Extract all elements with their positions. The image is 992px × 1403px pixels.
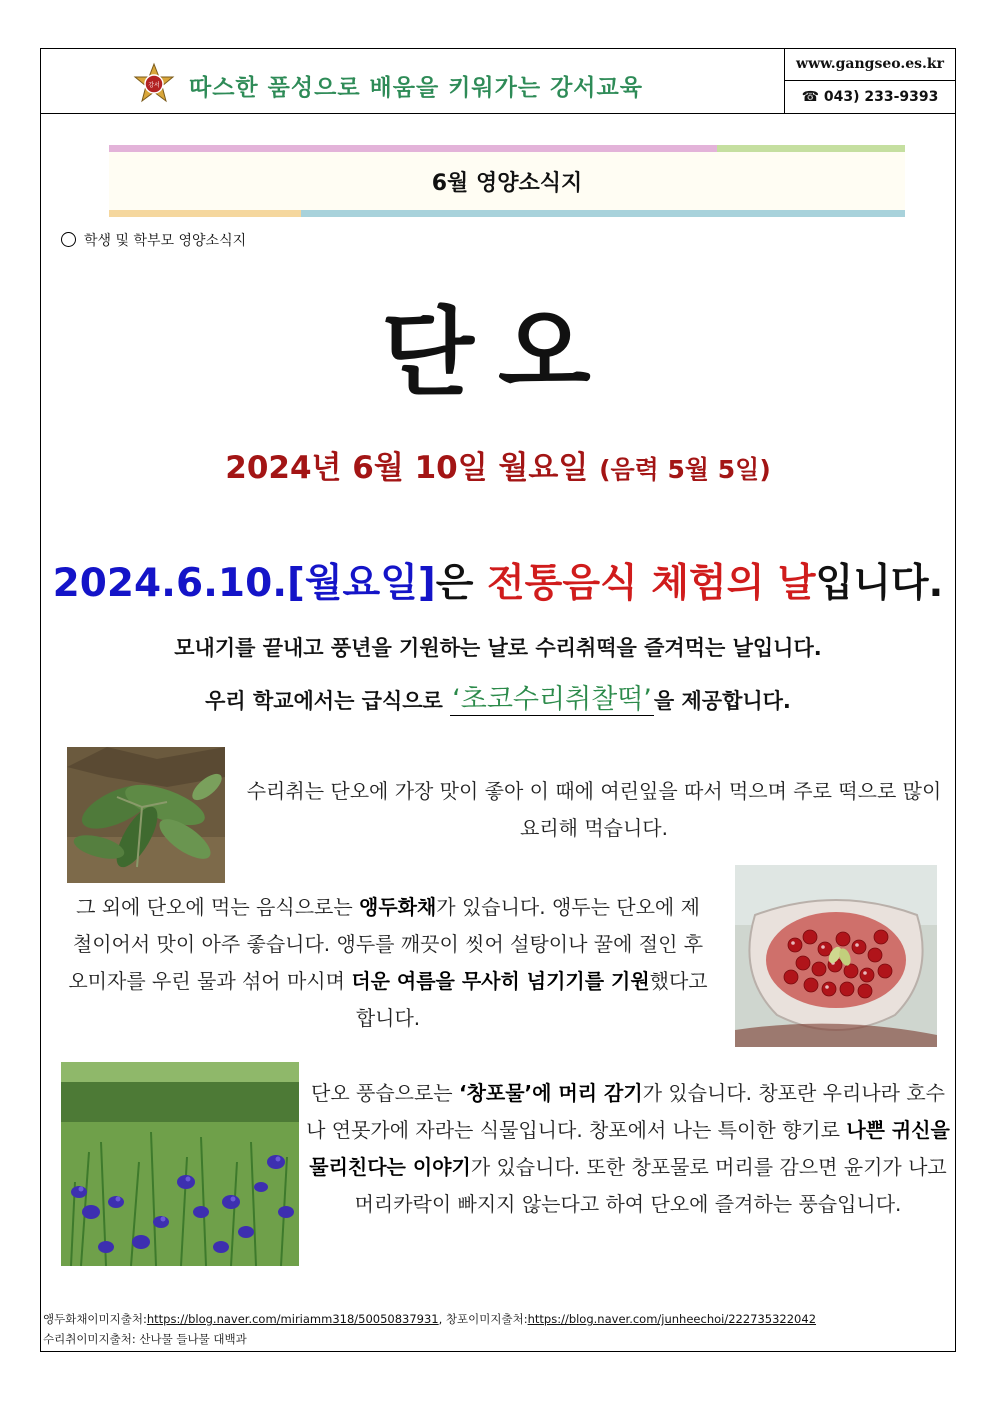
credits-line-2: 수리취이미지출처: 산나물 들나물 대백과 — [43, 1332, 247, 1346]
credit-label-2: , 창포이미지출처: — [438, 1312, 528, 1326]
section-3-bold-1: ‘창포물’에 머리 감기 — [459, 1081, 643, 1105]
date-lunar: (음력 5월 5일) — [599, 455, 771, 484]
credit-label-1: 앵두화채이미지출처: — [43, 1312, 147, 1326]
headline-date: 2024.6.10. — [52, 561, 288, 606]
section-3-t3: 가 있습니다. 또한 창포물로 머리를 감으면 윤기가 나고 머리카락이 빠지지 않는다고 하여 단오에 즐겨하는 풍습입니다. — [354, 1155, 947, 1216]
phone-number: ☎ 043) 233-9393 — [801, 89, 939, 105]
top-bar-pink — [109, 145, 717, 152]
headline-particle: 은 — [435, 561, 487, 606]
circle-bullet-icon — [61, 232, 76, 247]
intro-line-2 — [41, 677, 955, 716]
section-3-bold-2: 나쁜 귀신을 물리친다는 이야기 — [309, 1118, 950, 1179]
banner-title: 6월 영양소식지 — [431, 171, 583, 196]
bottom-bar-yellow — [109, 210, 301, 217]
section-2-text — [67, 889, 709, 1037]
credit-link-1[interactable]: https://blog.naver.com/miriamm318/50050837931 — [146, 1312, 439, 1326]
section-3-text — [303, 1075, 953, 1223]
headline-ending: 입니다. — [815, 561, 944, 606]
website-url[interactable]: www.gangseo.es.kr — [785, 49, 955, 81]
changpo-iris-photo — [61, 1062, 299, 1266]
section-2-t3: 했다고 합니다. — [355, 969, 708, 1030]
credit-link-2[interactable]: https://blog.naver.com/junheechoi/222735322042 — [527, 1312, 817, 1326]
contact-box — [784, 49, 955, 113]
intro-line-2-post: 을 제공합니다. — [653, 689, 791, 713]
intro-line-2-pre: 우리 학교에서는 급식으로 — [205, 689, 451, 713]
date-main: 2024년 6월 10일 월요일 — [225, 450, 589, 486]
subtitle-text: 학생 및 학부모 영양소식지 — [84, 233, 247, 249]
emblem-text: 강서 — [148, 82, 160, 89]
image-credits — [43, 1309, 816, 1349]
main-title: 단오 — [381, 296, 615, 409]
header — [41, 49, 955, 114]
slogan: 따스한 품성으로 배움을 키워가는 강서교육 — [189, 75, 643, 101]
section-1-text: 수리취는 단오에 가장 맛이 좋아 이 때에 여린잎을 따서 먹으며 주로 떡으로 많이 요리해 먹습니다. — [246, 779, 942, 840]
section-2-bold-2: 더운 여름을 무사히 넘기기를 기원 — [351, 969, 650, 993]
subtitle — [61, 230, 246, 250]
section-3-t1: 단오 풍습으로는 — [311, 1081, 459, 1105]
dish-name: ‘초코수리취찰떡’ — [452, 684, 652, 715]
credits-line-1 — [43, 1309, 816, 1329]
top-bar-green — [717, 145, 905, 152]
section-2-bold-1: 앵두화채 — [359, 895, 437, 919]
school-emblem-icon — [133, 62, 175, 104]
headline-day: [월요일] — [287, 561, 436, 606]
surichwi-photo — [67, 747, 225, 883]
date-line — [41, 442, 955, 487]
bottom-bar-blue — [301, 210, 905, 217]
newsletter-frame — [40, 48, 956, 1352]
banner — [109, 145, 905, 217]
section-3-t2: 가 있습니다. 창포란 우리나라 호수나 연못가에 자라는 식물입니다. 창포에서 나는 특이한 향기로 — [306, 1081, 945, 1142]
section-2-t1: 그 외에 단오에 먹는 음식으로는 — [76, 895, 360, 919]
section-2-t2: 가 있습니다. 앵두는 단오에 제철이어서 맛이 아주 좋습니다. 앵두를 깨끗이 씻어 설탕이나 꿀에 절인 후 오미자를 우린 물과 섞어 마시며 — [68, 895, 704, 993]
aengdu-hwachae-photo — [735, 865, 937, 1047]
headline — [41, 552, 955, 608]
intro-line-1: 모내기를 끝내고 풍년을 기원하는 날로 수리취떡을 즐겨먹는 날입니다. — [174, 636, 822, 660]
headline-event: 전통음식 체험의 날 — [486, 561, 816, 606]
